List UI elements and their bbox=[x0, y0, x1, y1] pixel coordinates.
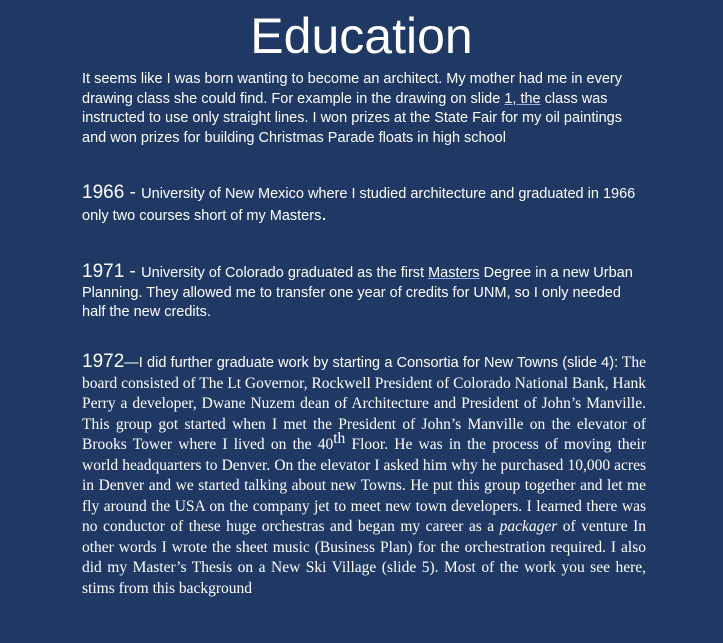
education-1971-paragraph bbox=[82, 262, 642, 323]
year-1966: 1966 - bbox=[82, 182, 142, 203]
text-1972-b: The board consisted of The Lt Governor, Rockwell President of Colorado National Bank, Hank Perry a developer, Dwane Nuzem dean of Architecture and President of John’s Manville. This group got started when I met the President of John’s Manville on the elevator of Brooks Tower where I lived on the 40 bbox=[82, 354, 646, 453]
text-1972-a: —I did further graduate work by starting a Consortia for New Towns (slide 4): bbox=[124, 355, 619, 371]
year-1971: 1971 - bbox=[82, 261, 142, 282]
period-1966: . bbox=[321, 203, 327, 225]
packager-italic: packager bbox=[499, 518, 558, 535]
text-1966: University of New Mexico where I studied architecture and graduated in 1966 only two courses short of my Masters bbox=[82, 186, 636, 224]
education-1972-paragraph bbox=[82, 352, 646, 599]
text-1972-d: of venture In other words I wrote the sheet music (Business Plan) for the orchestration required. I also did my Master’s Thesis on a New Ski Village (slide 5). Most of the work you see here, stims from this background bbox=[82, 518, 646, 597]
intro-text-a: It seems like I was born wanting to become an architect. My mother had me in every drawing class she could find. For example in the drawing on slide bbox=[82, 71, 622, 107]
text-1971-a: University of Colorado graduated as the first bbox=[141, 265, 429, 281]
education-1966-paragraph bbox=[82, 183, 652, 226]
intro-paragraph bbox=[82, 70, 642, 148]
slide-title: Education bbox=[250, 8, 473, 64]
slide-1-link[interactable]: 1, the bbox=[504, 90, 541, 107]
text-1971-b: Degree in a new Urban Planning. They allowed me to transfer one year of credits for UNM, so I only needed half the new credits. bbox=[82, 265, 633, 320]
year-1972: 1972 bbox=[82, 351, 125, 372]
superscript-th: th bbox=[333, 430, 346, 448]
intro-text-b: class was instructed to use only straight lines. I won prizes at the State Fair for my oil paintings and won prizes for building Christmas Parade floats in high school bbox=[82, 90, 622, 146]
text-1972-c: Floor. He was in the process of moving their world headquarters to Denver. On the elevator I asked him why he purchased 10,000 acres in Denver and we started talking about new Towns. He put this group together and let me fly around the USA on the company jet to meet new town developers. I learned there was no conductor of these huge orchestras and began my career as a bbox=[82, 436, 646, 535]
masters-link[interactable]: Masters bbox=[428, 265, 480, 281]
